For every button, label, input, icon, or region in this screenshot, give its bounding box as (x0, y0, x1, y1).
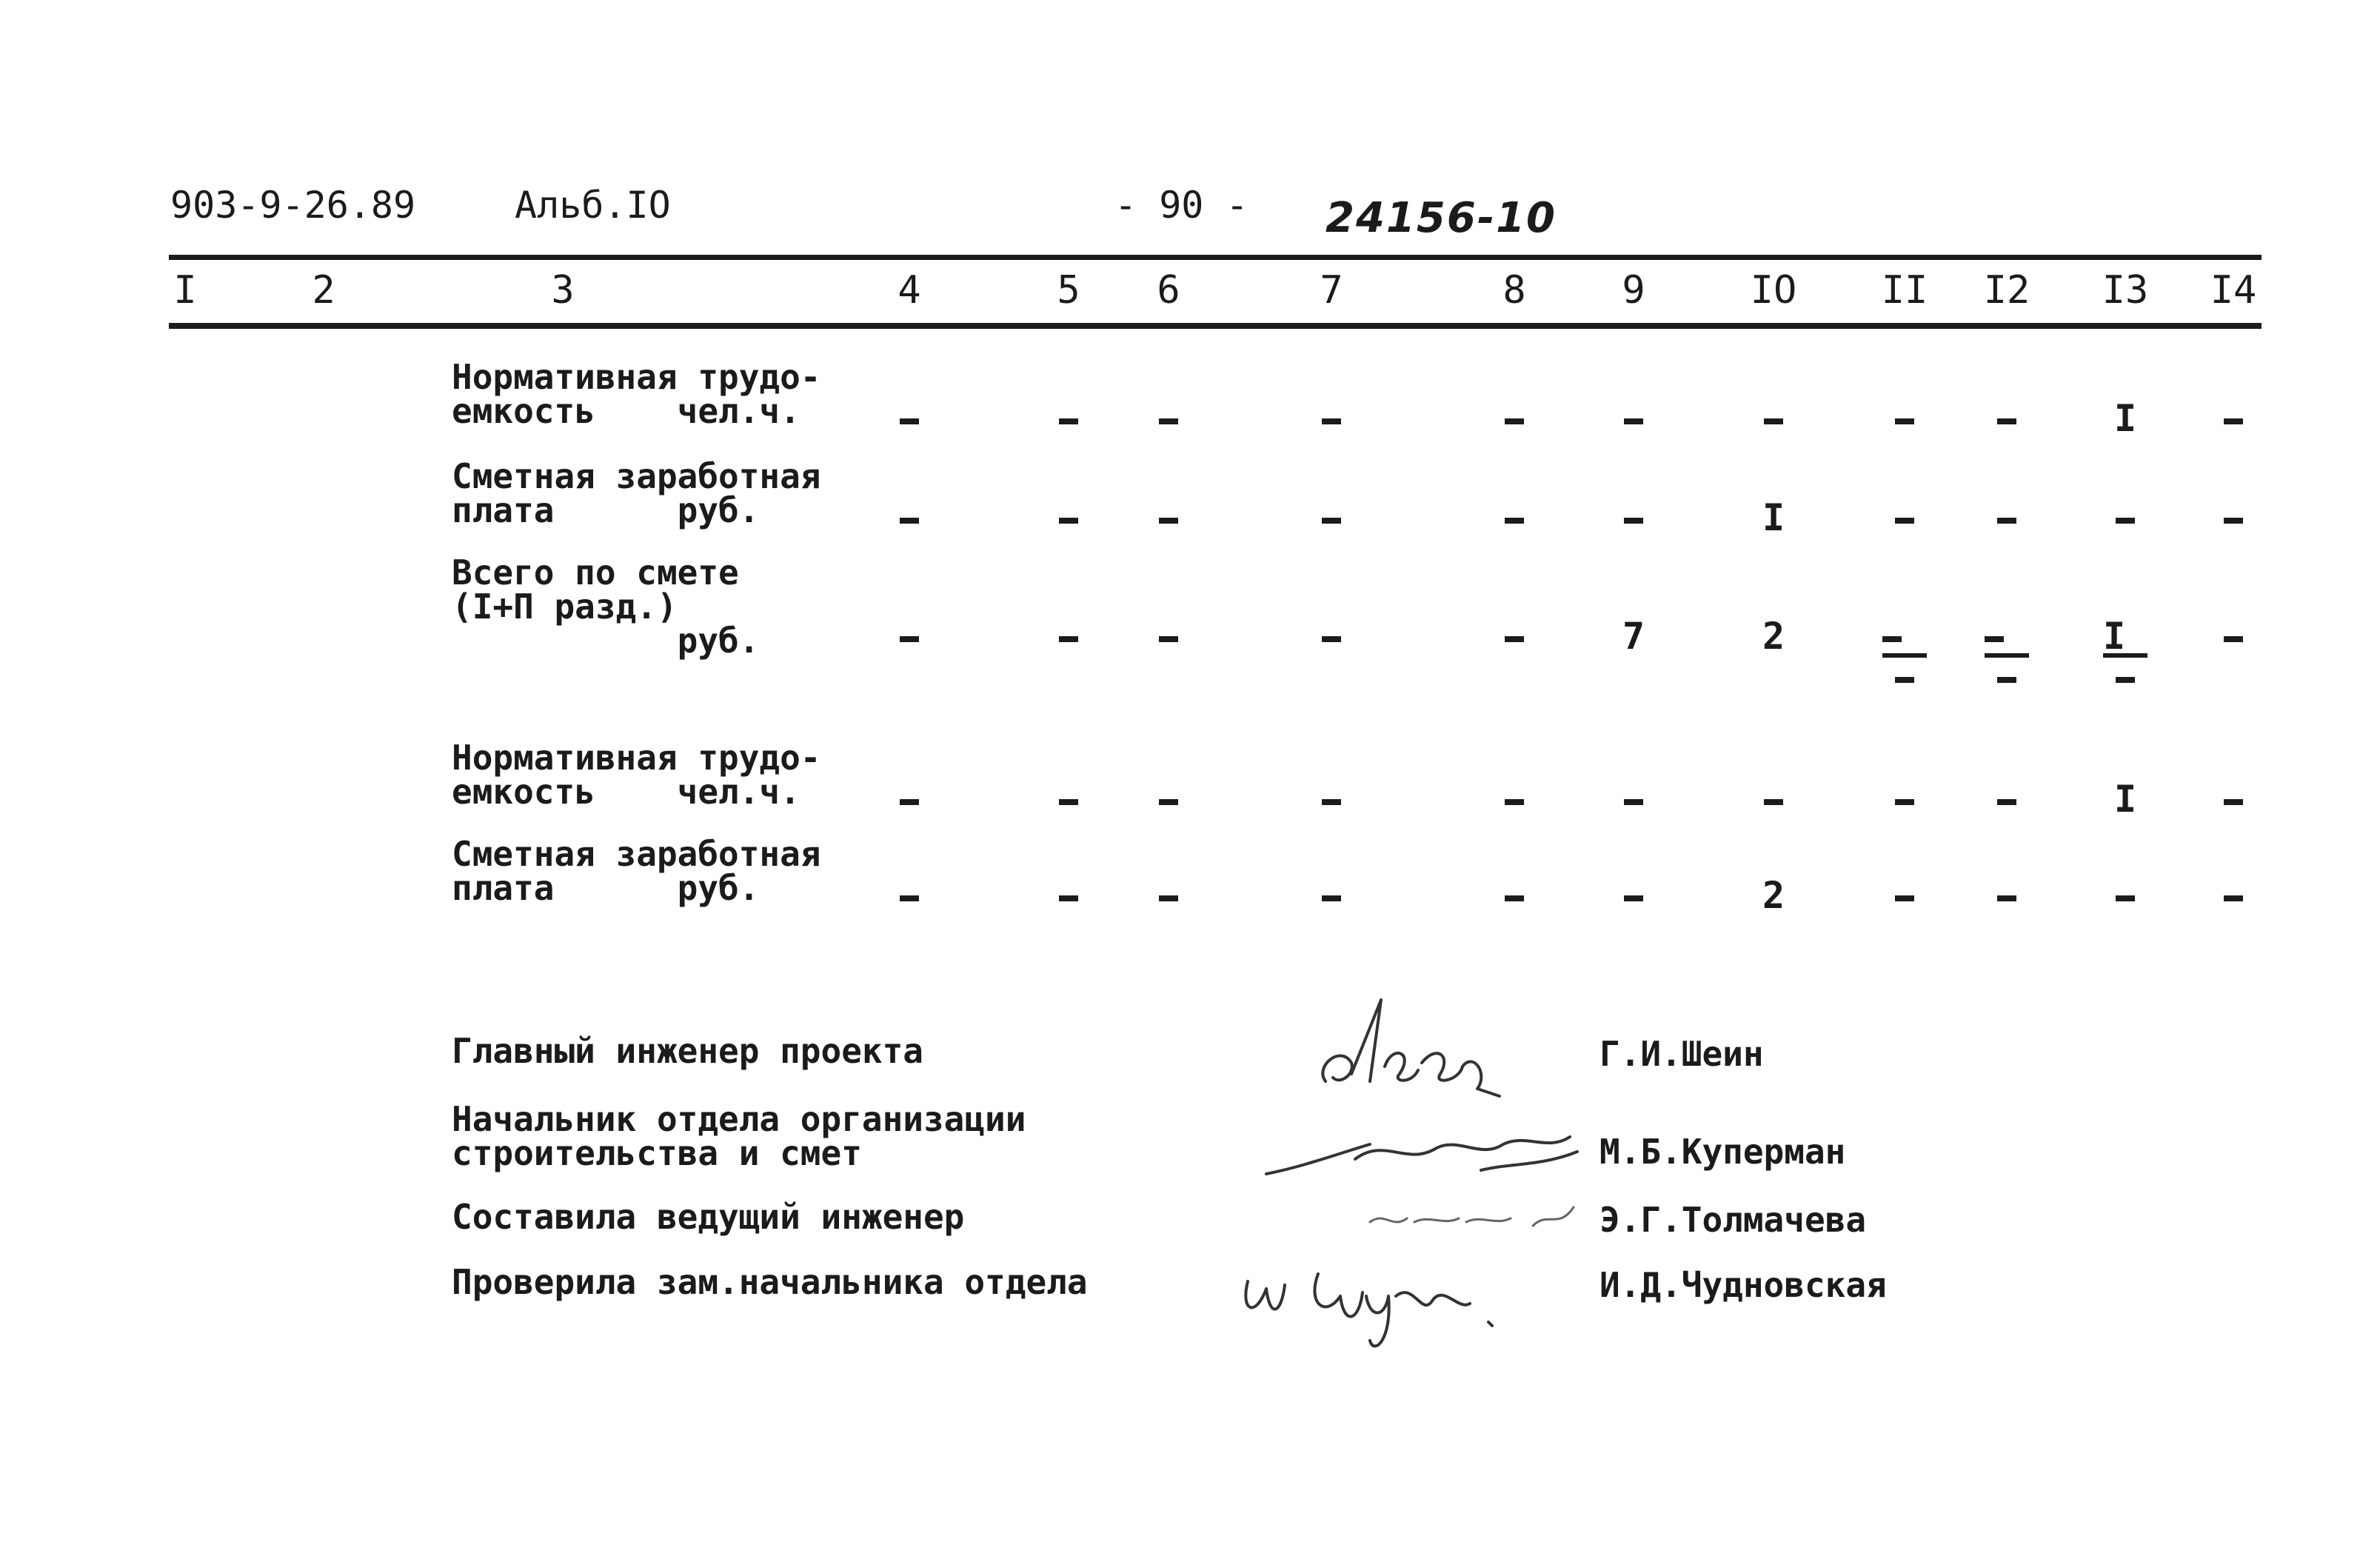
dash-mark (1895, 895, 1914, 901)
signatory-name: И.Д.Чудновская (1600, 1265, 1887, 1305)
column-number: 4 (897, 268, 921, 313)
dash-mark (1322, 418, 1341, 424)
dash-mark (1764, 799, 1783, 805)
signatory-role (452, 1197, 965, 1237)
table-cell (1322, 496, 1341, 539)
dash-mark (1895, 518, 1914, 524)
dash-mark (1505, 799, 1524, 805)
dash-mark (1882, 636, 1902, 642)
dash-mark (1159, 799, 1178, 805)
document-code: 903-9-26.89 (170, 184, 416, 227)
dash-mark (2224, 895, 2243, 901)
dash-mark (1895, 677, 1914, 683)
table-cell (900, 496, 919, 539)
dash-mark (1997, 418, 2016, 424)
table-cell (1895, 496, 1914, 539)
table-cell (1624, 496, 1643, 539)
row-label (452, 553, 760, 661)
dash-mark (1895, 799, 1914, 805)
dash-mark (2116, 518, 2135, 524)
cell-value: 7 (1622, 615, 1645, 658)
table-cell (2103, 615, 2147, 683)
signatory-role (452, 1262, 1088, 1302)
top-rule (169, 255, 2262, 260)
dash-mark (1764, 418, 1783, 424)
table-cell (2224, 615, 2243, 658)
table-cell (1159, 397, 1178, 440)
table-cell (2114, 397, 2136, 440)
table-cell (1895, 397, 1914, 440)
table-cell (1895, 874, 1914, 917)
table-cell (1505, 496, 1524, 539)
dash-mark (1059, 418, 1078, 424)
row-label-line: емкость чел.ч. (452, 391, 800, 431)
table-cell (1059, 496, 1078, 539)
dash-mark (1059, 799, 1078, 805)
table-cell (1762, 496, 1785, 539)
dash-mark (900, 518, 919, 524)
table-cell (2224, 397, 2243, 440)
column-number: 6 (1157, 268, 1180, 313)
table-cell (1159, 615, 1178, 658)
table-cell (1322, 778, 1341, 821)
table-cell (1985, 615, 2029, 683)
signatory-role-line: Составила ведущий инженер (452, 1197, 965, 1237)
signature-shein (1311, 992, 1518, 1104)
table-cell (2114, 778, 2136, 821)
dash-mark (1624, 895, 1643, 901)
cell-value: I (2113, 778, 2137, 821)
total-underline (1985, 653, 2029, 658)
row-label-line: руб. (452, 621, 760, 661)
dash-mark (1505, 518, 1524, 524)
dash-mark (900, 636, 919, 642)
table-cell (1159, 874, 1178, 917)
dash-mark (2116, 677, 2135, 683)
dash-mark (1322, 799, 1341, 805)
dash-mark (1997, 799, 2016, 805)
column-number: I (173, 268, 197, 313)
row-label-line: Всего по смете (452, 553, 739, 593)
dash-mark (1059, 895, 1078, 901)
table-cell (1159, 496, 1178, 539)
dash-mark (1159, 518, 1178, 524)
row-label-line: Сметная заработная (452, 456, 821, 496)
inventory-number: 24156-10 (1326, 194, 1557, 242)
table-cell (1997, 496, 2016, 539)
table-cell (1997, 874, 2016, 917)
table-cell (2224, 496, 2243, 539)
dash-mark (1997, 677, 2016, 683)
column-number: 3 (551, 268, 575, 313)
dash-mark (2224, 518, 2243, 524)
table-cell (2116, 496, 2135, 539)
dash-mark (1624, 418, 1643, 424)
row-label-line: плата руб. (452, 490, 760, 530)
total-underline (1882, 653, 1927, 658)
column-number: I3 (2102, 268, 2149, 313)
dash-mark (1159, 418, 1178, 424)
column-number: I4 (2210, 268, 2257, 313)
dash-mark (1895, 418, 1914, 424)
dash-mark (1322, 518, 1341, 524)
table-cell (1505, 615, 1524, 658)
column-number: 7 (1320, 268, 1343, 313)
signature-kuperman (1259, 1115, 1614, 1181)
signatory-name: Г.И.Шеин (1600, 1034, 1764, 1074)
table-cell (1159, 778, 1178, 821)
table-cell (1624, 397, 1643, 440)
row-label-line: емкость чел.ч. (452, 772, 800, 812)
column-header-rule (169, 323, 2262, 329)
table-cell (1059, 874, 1078, 917)
table-cell (900, 874, 919, 917)
table-cell (1322, 615, 1341, 658)
signatory-role (452, 1099, 1026, 1173)
signatory-name: Э.Г.Толмачева (1600, 1200, 1867, 1240)
table-cell (1997, 778, 2016, 821)
table-cell (1059, 778, 1078, 821)
cell-value: I (1762, 496, 1785, 539)
dash-mark (2224, 418, 2243, 424)
cell-value: 2 (1762, 615, 1785, 658)
dash-mark (1322, 636, 1341, 642)
row-label (452, 834, 821, 908)
dash-mark (1985, 636, 2004, 642)
signatory-role-line: Начальник отдела организации (452, 1099, 1026, 1139)
row-label-line: Нормативная трудо- (452, 357, 821, 397)
table-cell (1059, 615, 1078, 658)
table-cell (900, 397, 919, 440)
dash-mark (2224, 636, 2243, 642)
dash-mark (1997, 895, 2016, 901)
album-number: Альб.IO (515, 184, 671, 227)
row-label (452, 357, 821, 431)
table-cell (1762, 874, 1785, 917)
table-cell (1764, 397, 1783, 440)
signature-chudnovskaya (1237, 1252, 1518, 1363)
table-cell (1764, 778, 1783, 821)
signatory-role-line: Проверила зам.начальника отдела (452, 1262, 1088, 1302)
table-cell (1059, 397, 1078, 440)
signatory-role-line: Главный инженер проекта (452, 1031, 923, 1071)
row-label (452, 738, 821, 812)
dash-mark (1159, 895, 1178, 901)
dash-mark (1624, 518, 1643, 524)
column-number: 2 (312, 268, 335, 313)
row-label (452, 456, 821, 530)
column-number: 5 (1057, 268, 1080, 313)
dash-mark (1159, 636, 1178, 642)
table-cell (1505, 778, 1524, 821)
table-cell (2224, 778, 2243, 821)
signatory-name: М.Б.Куперман (1600, 1132, 1846, 1172)
table-cell (2224, 874, 2243, 917)
table-cell (1505, 874, 1524, 917)
table-cell (1895, 778, 1914, 821)
cell-value: I (2103, 615, 2126, 658)
dash-mark (1505, 636, 1524, 642)
table-cell (1622, 615, 1645, 658)
column-number: II (1881, 268, 1928, 313)
signature-tolmacheva (1363, 1196, 1585, 1241)
cell-value: 2 (1762, 874, 1785, 917)
dash-mark (1059, 518, 1078, 524)
table-cell (1624, 874, 1643, 917)
dash-mark (1505, 418, 1524, 424)
dash-mark (1997, 518, 2016, 524)
table-cell (2116, 874, 2135, 917)
table-cell (1505, 397, 1524, 440)
dash-mark (1624, 799, 1643, 805)
column-number: 8 (1502, 268, 1526, 313)
dash-mark (1059, 636, 1078, 642)
table-cell (1882, 615, 1927, 683)
signatory-role (452, 1031, 923, 1071)
row-label-line: Сметная заработная (452, 834, 821, 874)
column-number: 9 (1622, 268, 1645, 313)
dash-mark (900, 895, 919, 901)
column-number: I2 (1983, 268, 2030, 313)
dash-mark (900, 799, 919, 805)
dash-mark (1505, 895, 1524, 901)
dash-mark (900, 418, 919, 424)
page-number: - 90 - (1114, 184, 1249, 227)
table-cell (1762, 615, 1785, 658)
column-number: IO (1750, 268, 1797, 313)
table-cell (1997, 397, 2016, 440)
table-cell (900, 615, 919, 658)
table-cell (1624, 778, 1643, 821)
row-label-line: плата руб. (452, 868, 760, 908)
row-label-line: Нормативная трудо- (452, 738, 821, 778)
table-cell (900, 778, 919, 821)
table-cell (1322, 874, 1341, 917)
signatory-role-line: строительства и смет (452, 1133, 862, 1173)
cell-value: I (2113, 397, 2137, 440)
dash-mark (2116, 895, 2135, 901)
dash-mark (2224, 799, 2243, 805)
dash-mark (1322, 895, 1341, 901)
table-cell (1322, 397, 1341, 440)
row-label-line: (I+П разд.) (452, 587, 678, 627)
